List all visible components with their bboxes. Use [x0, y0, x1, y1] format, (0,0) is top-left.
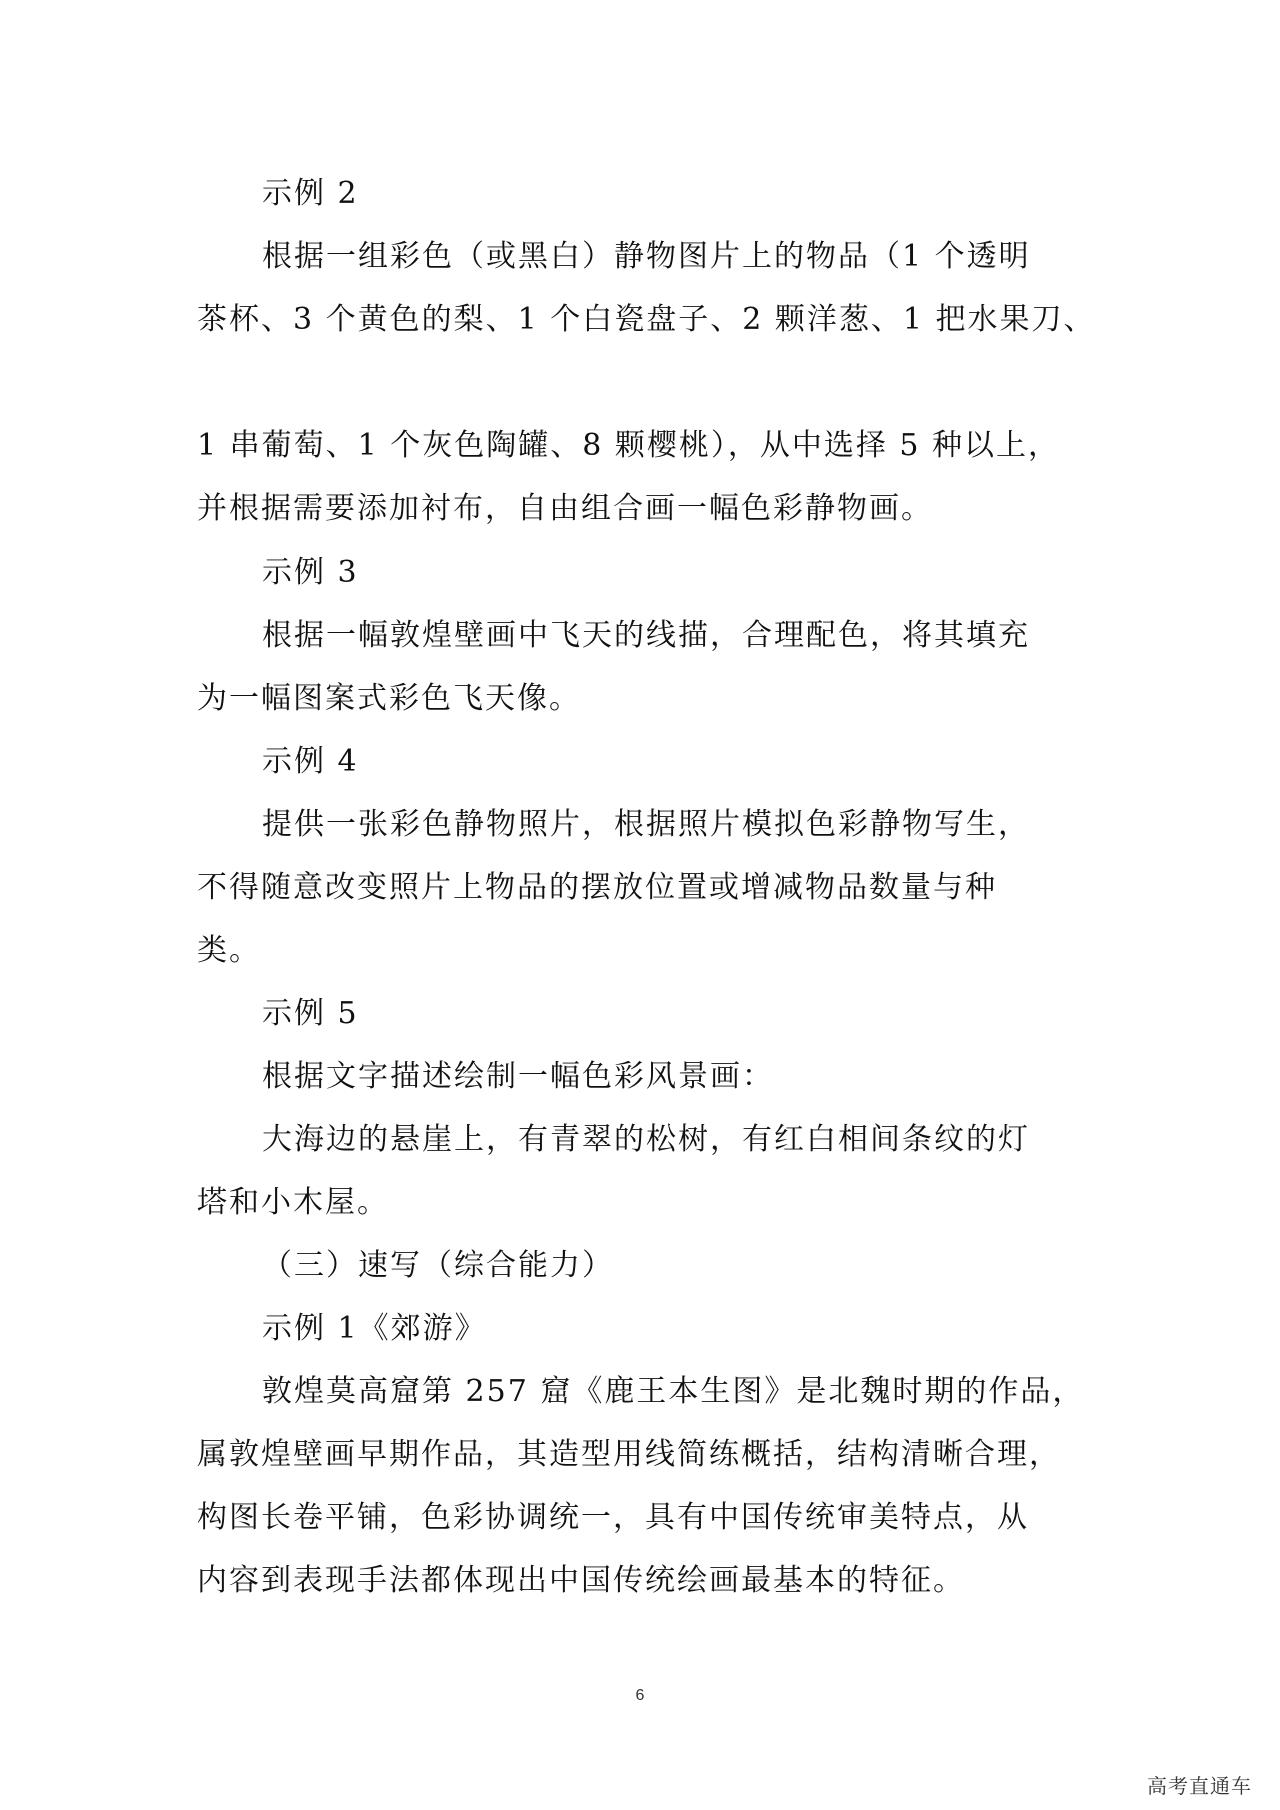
section-heading: （三）速写（综合能力）	[262, 1248, 614, 1283]
paragraph-line: 茶杯、3 个黄色的梨、1 个白瓷盘子、2 颗洋葱、1 把水果刀、	[197, 302, 1096, 337]
example-5-heading: 示例 5	[262, 996, 359, 1031]
paragraph-line: 内容到表现手法都体现出中国传统绘画最基本的特征。	[197, 1563, 965, 1598]
paragraph-line: 构图长卷平铺，色彩协调统一，具有中国传统审美特点，从	[197, 1500, 1029, 1535]
watermark-text: 高考直通车	[1147, 1774, 1252, 1798]
example-2-heading: 示例 2	[262, 176, 359, 211]
paragraph-line: 不得随意改变照片上物品的摆放位置或增减物品数量与种	[197, 870, 997, 905]
page-number: 6	[635, 1687, 645, 1704]
paragraph-line: 属敦煌壁画早期作品，其造型用线简练概括，结构清晰合理，	[197, 1437, 1061, 1472]
paragraph-line: 根据文字描述绘制一幅色彩风景画：	[262, 1059, 774, 1094]
paragraph-line: 提供一张彩色静物照片，根据照片模拟色彩静物写生，	[262, 807, 1030, 842]
paragraph-line: 1 串葡萄、1 个灰色陶罐、8 颗樱桃），从中选择 5 种以上，	[197, 428, 1061, 463]
example-1-heading: 示例 1《郊游》	[262, 1311, 487, 1346]
paragraph-line: 为一幅图案式彩色飞天像。	[197, 681, 581, 716]
paragraph-line: 类。	[197, 933, 261, 968]
paragraph-line: 塔和小木屋。	[197, 1185, 389, 1220]
paragraph-line: 根据一幅敦煌壁画中飞天的线描，合理配色，将其填充	[262, 618, 1030, 653]
paragraph-line: 根据一组彩色（或黑白）静物图片上的物品（1 个透明	[262, 239, 1031, 274]
example-4-heading: 示例 4	[262, 744, 359, 779]
example-3-heading: 示例 3	[262, 555, 359, 590]
paragraph-line: 并根据需要添加衬布，自由组合画一幅色彩静物画。	[197, 491, 933, 526]
paragraph-line: 大海边的悬崖上，有青翠的松树，有红白相间条纹的灯	[262, 1122, 1030, 1157]
paragraph-line: 敦煌莫高窟第 257 窟《鹿王本生图》是北魏时期的作品，	[262, 1374, 1085, 1409]
